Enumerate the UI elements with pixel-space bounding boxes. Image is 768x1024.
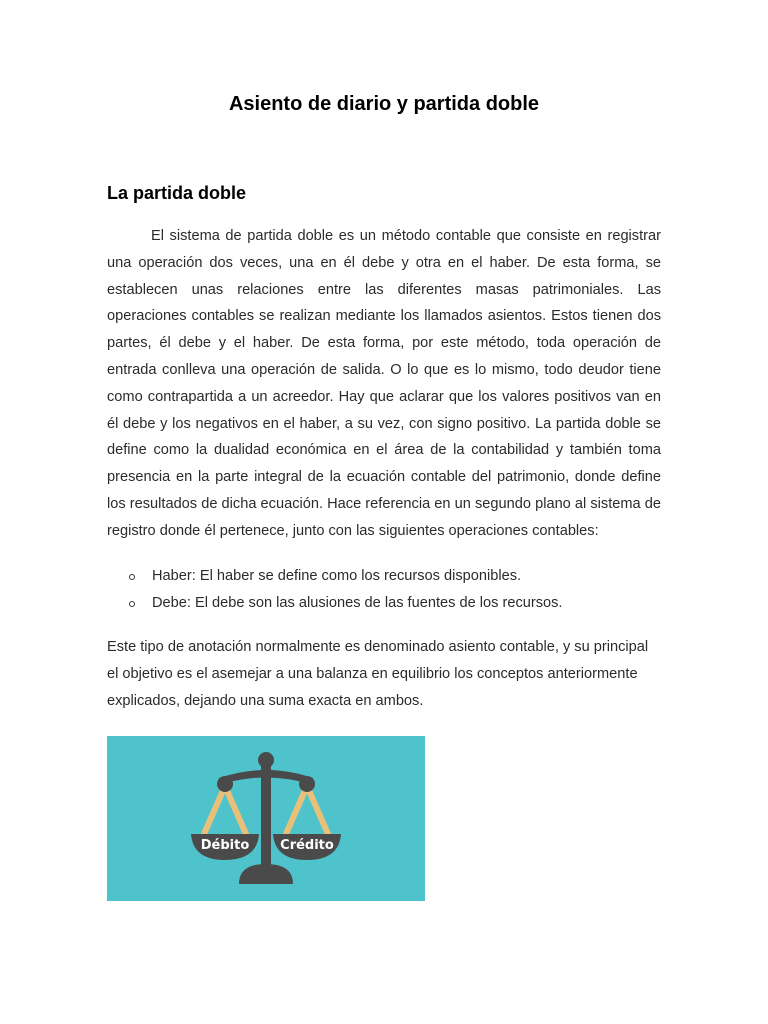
- body-paragraph: El sistema de partida doble es un método contable que consiste en registrar una operación dos veces, una en él debe y otra en el haber. De esta forma, se establecen unas relaciones entre las diferentes masas patrimoniales. Las operaciones contables se realizan mediante los llamados asientos. Estos tienen dos partes, él debe y el haber. De esta forma, por este método, toda operación de entrada conlleva una operación de salida. O lo que es lo mismo, todo deudor tiene como contrapartida a un acreedor. Hay que aclarar que los valores positivos van en él debe y los negativos en el haber, a su vez, con signo positivo. La partida doble se define como la dualidad económica en el área de la contabilidad y también toma presencia en la parte integral de la ecuación contable del patrimonio, donde define los resultados de dicha ecuación. Hace referencia en un segundo plano al sistema de registro donde él pertenece, junto con las siguientes operaciones contables:: [107, 228, 661, 539]
- debit-label: Débito: [200, 838, 250, 853]
- list-item-text: Debe: El debe son las alusiones de las fuentes de los recursos.: [152, 594, 563, 611]
- list-item: [107, 590, 661, 617]
- hollow-bullet-icon: [129, 601, 135, 607]
- credit-label: Crédito: [280, 838, 334, 853]
- list-item-text: Haber: El haber se define como los recursos disponibles.: [152, 568, 522, 584]
- list-item: [107, 563, 661, 590]
- hollow-bullet-icon: [129, 574, 135, 580]
- section-heading: La partida doble: [107, 183, 247, 203]
- document-title: Asiento de diario y partida doble: [228, 93, 540, 115]
- balance-scale-icon: [107, 736, 425, 901]
- body-paragraph-2: Este tipo de anotación normalmente es denominado asiento contable, y su principal el objetivo es el asemejar a una balanza en equilibrio los conceptos anteriormente explicados, dejando una suma exacta en ambos.: [107, 639, 649, 709]
- balance-scale-image: [107, 736, 425, 901]
- bullet-list: [107, 563, 661, 617]
